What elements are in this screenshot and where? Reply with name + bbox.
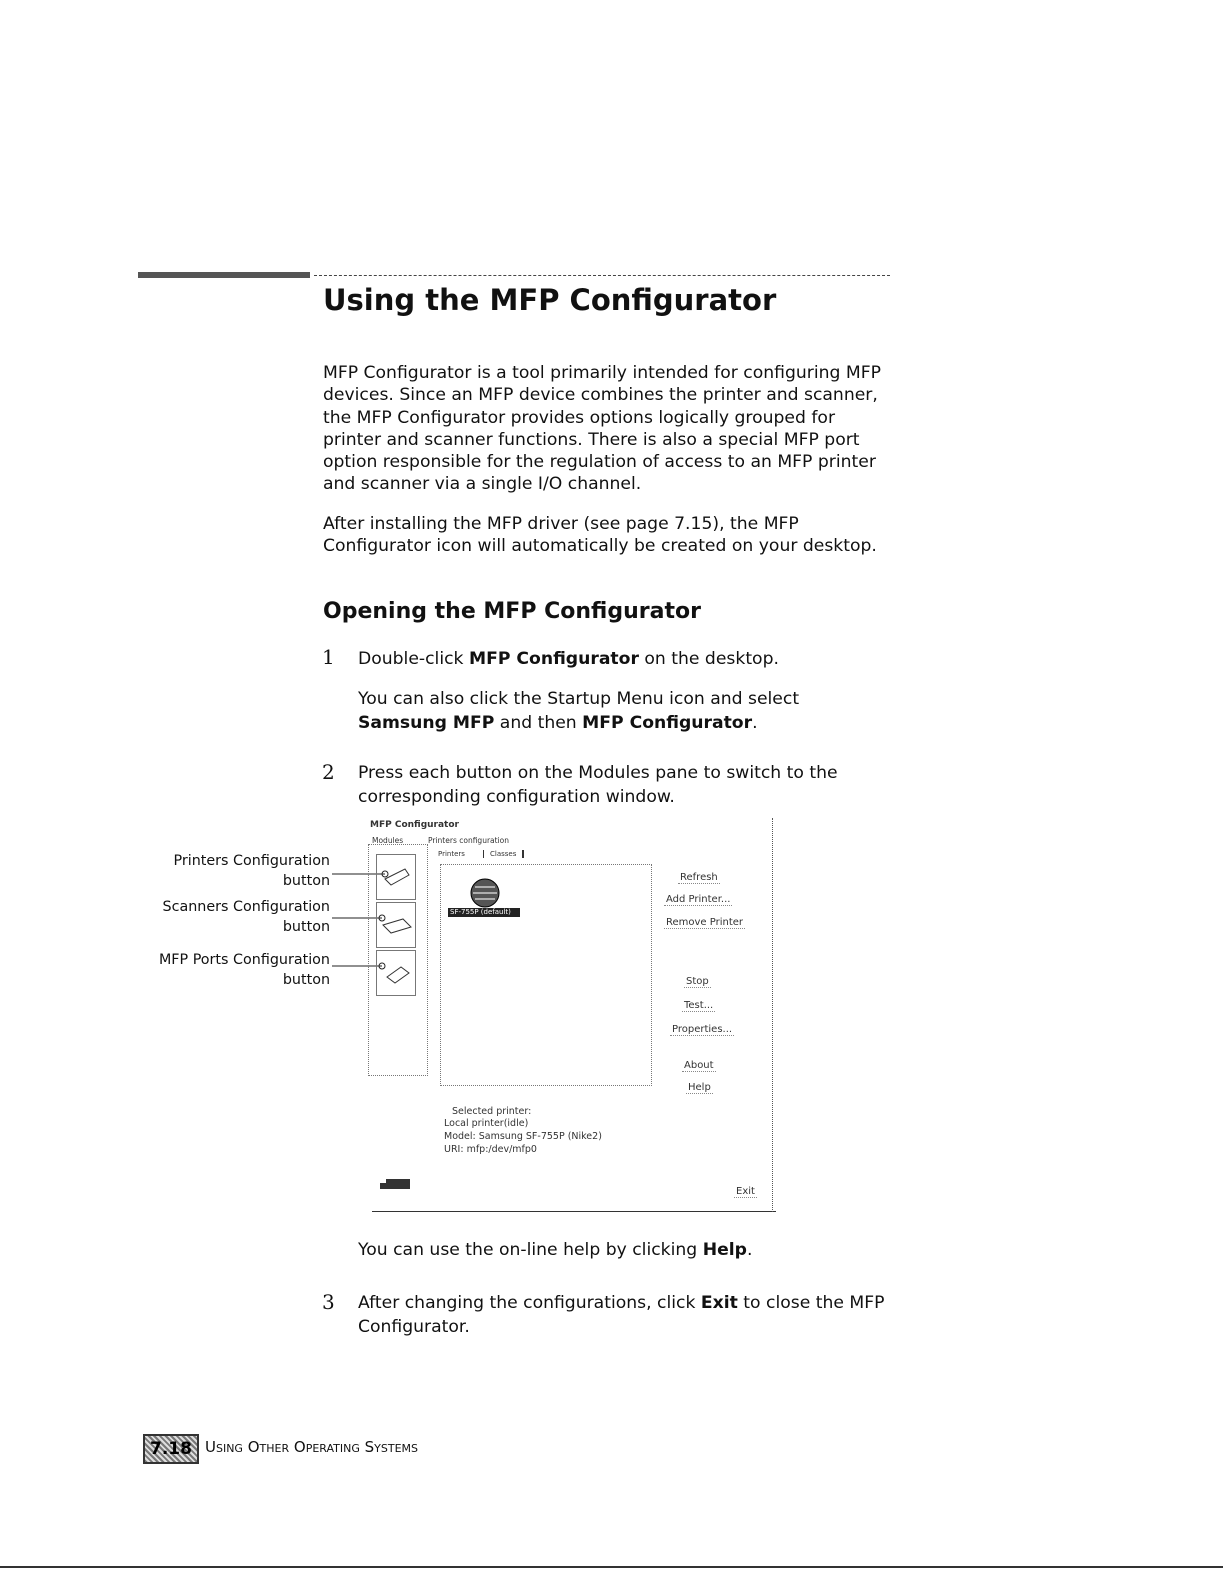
mfp-configurator-screenshot <box>368 818 778 1214</box>
add-printer-button[interactable]: Add Printer... <box>666 894 731 905</box>
window-right-edge <box>772 818 773 1212</box>
remove-printer-button[interactable]: Remove Printer <box>666 917 744 928</box>
header-rule <box>314 275 890 276</box>
page-bottom-edge <box>0 1566 1223 1568</box>
exit-button[interactable]: Exit <box>736 1186 755 1197</box>
mfp-port-icon <box>377 951 415 995</box>
selected-printer-label: Selected printer: <box>452 1106 532 1117</box>
printer-list <box>440 864 652 1086</box>
tab-printers[interactable]: Printers <box>438 850 465 858</box>
printer-model: Model: Samsung SF-755P (Nike2) <box>444 1131 602 1142</box>
callout-printers: Printers Configuration button <box>173 853 330 889</box>
step-1-text: Double-click MFP Configurator on the desktop. <box>358 649 779 669</box>
about-button[interactable]: About <box>684 1060 714 1071</box>
step-2-text: Press each button on the Modules pane to switch to the corresponding configuration window. <box>358 763 838 807</box>
printers-config-button[interactable] <box>376 854 416 900</box>
stop-button[interactable]: Stop <box>686 976 709 987</box>
modules-label: Modules <box>372 836 404 845</box>
help-button[interactable]: Help <box>688 1082 711 1093</box>
printer-status: Local printer(idle) <box>444 1118 529 1129</box>
callout-scanners: Scanners Configuration button <box>162 899 330 935</box>
window-bottom-edge <box>372 1211 776 1212</box>
chapter-footer: Using Other Operating Systems <box>205 1438 418 1456</box>
tab-classes[interactable]: Classes <box>483 850 524 858</box>
header-rule-thick <box>138 272 310 278</box>
step-3-number: 3 <box>322 1290 335 1314</box>
step-3-text: After changing the configurations, click Exit to close the MFP Configurator. <box>358 1293 885 1337</box>
step-1-number: 1 <box>322 645 335 669</box>
mfp-ports-config-button[interactable] <box>376 950 416 996</box>
pane-label: Printers configuration <box>428 836 509 845</box>
section-heading: Opening the MFP Configurator <box>323 599 701 624</box>
intro-paragraph-2: After installing the MFP driver (see page 7.15), the MFP Configurator icon will automatically be created on your desktop. <box>323 514 877 557</box>
scanner-icon <box>377 903 415 947</box>
page-title: Using the MFP Configurator <box>323 283 777 317</box>
page-number-badge: 7.18 <box>143 1434 199 1464</box>
step-2-number: 2 <box>322 760 335 784</box>
properties-button[interactable]: Properties... <box>672 1024 733 1035</box>
test-button[interactable]: Test... <box>684 1000 714 1011</box>
help-note: You can use the on-line help by clicking Help. <box>358 1240 753 1260</box>
refresh-button[interactable]: Refresh <box>680 872 718 883</box>
samsung-logo-icon <box>378 1176 414 1194</box>
step-1-subtext: You can also click the Startup Menu icon and select Samsung MFP and then MFP Configurator. <box>358 689 800 733</box>
selected-printer-item[interactable]: SF-755P (default) <box>448 908 520 917</box>
scanners-config-button[interactable] <box>376 902 416 948</box>
printer-uri: URI: mfp:/dev/mfp0 <box>444 1144 537 1155</box>
printer-globe-icon <box>465 873 505 913</box>
intro-paragraph-1: MFP Configurator is a tool primarily intended for configuring MFP devices. Since an MFP device combines the printer and scanner, the MFP Configurator provides options logically grouped for printer and scanner functions. There is also a special MFP port option responsible for the regulation of access to an MFP printer and scanner via a single I/O channel. <box>323 363 881 495</box>
callout-mfp-ports: MFP Ports Configuration button <box>158 952 330 988</box>
printer-icon <box>377 855 415 899</box>
window-title: MFP Configurator <box>370 820 459 830</box>
